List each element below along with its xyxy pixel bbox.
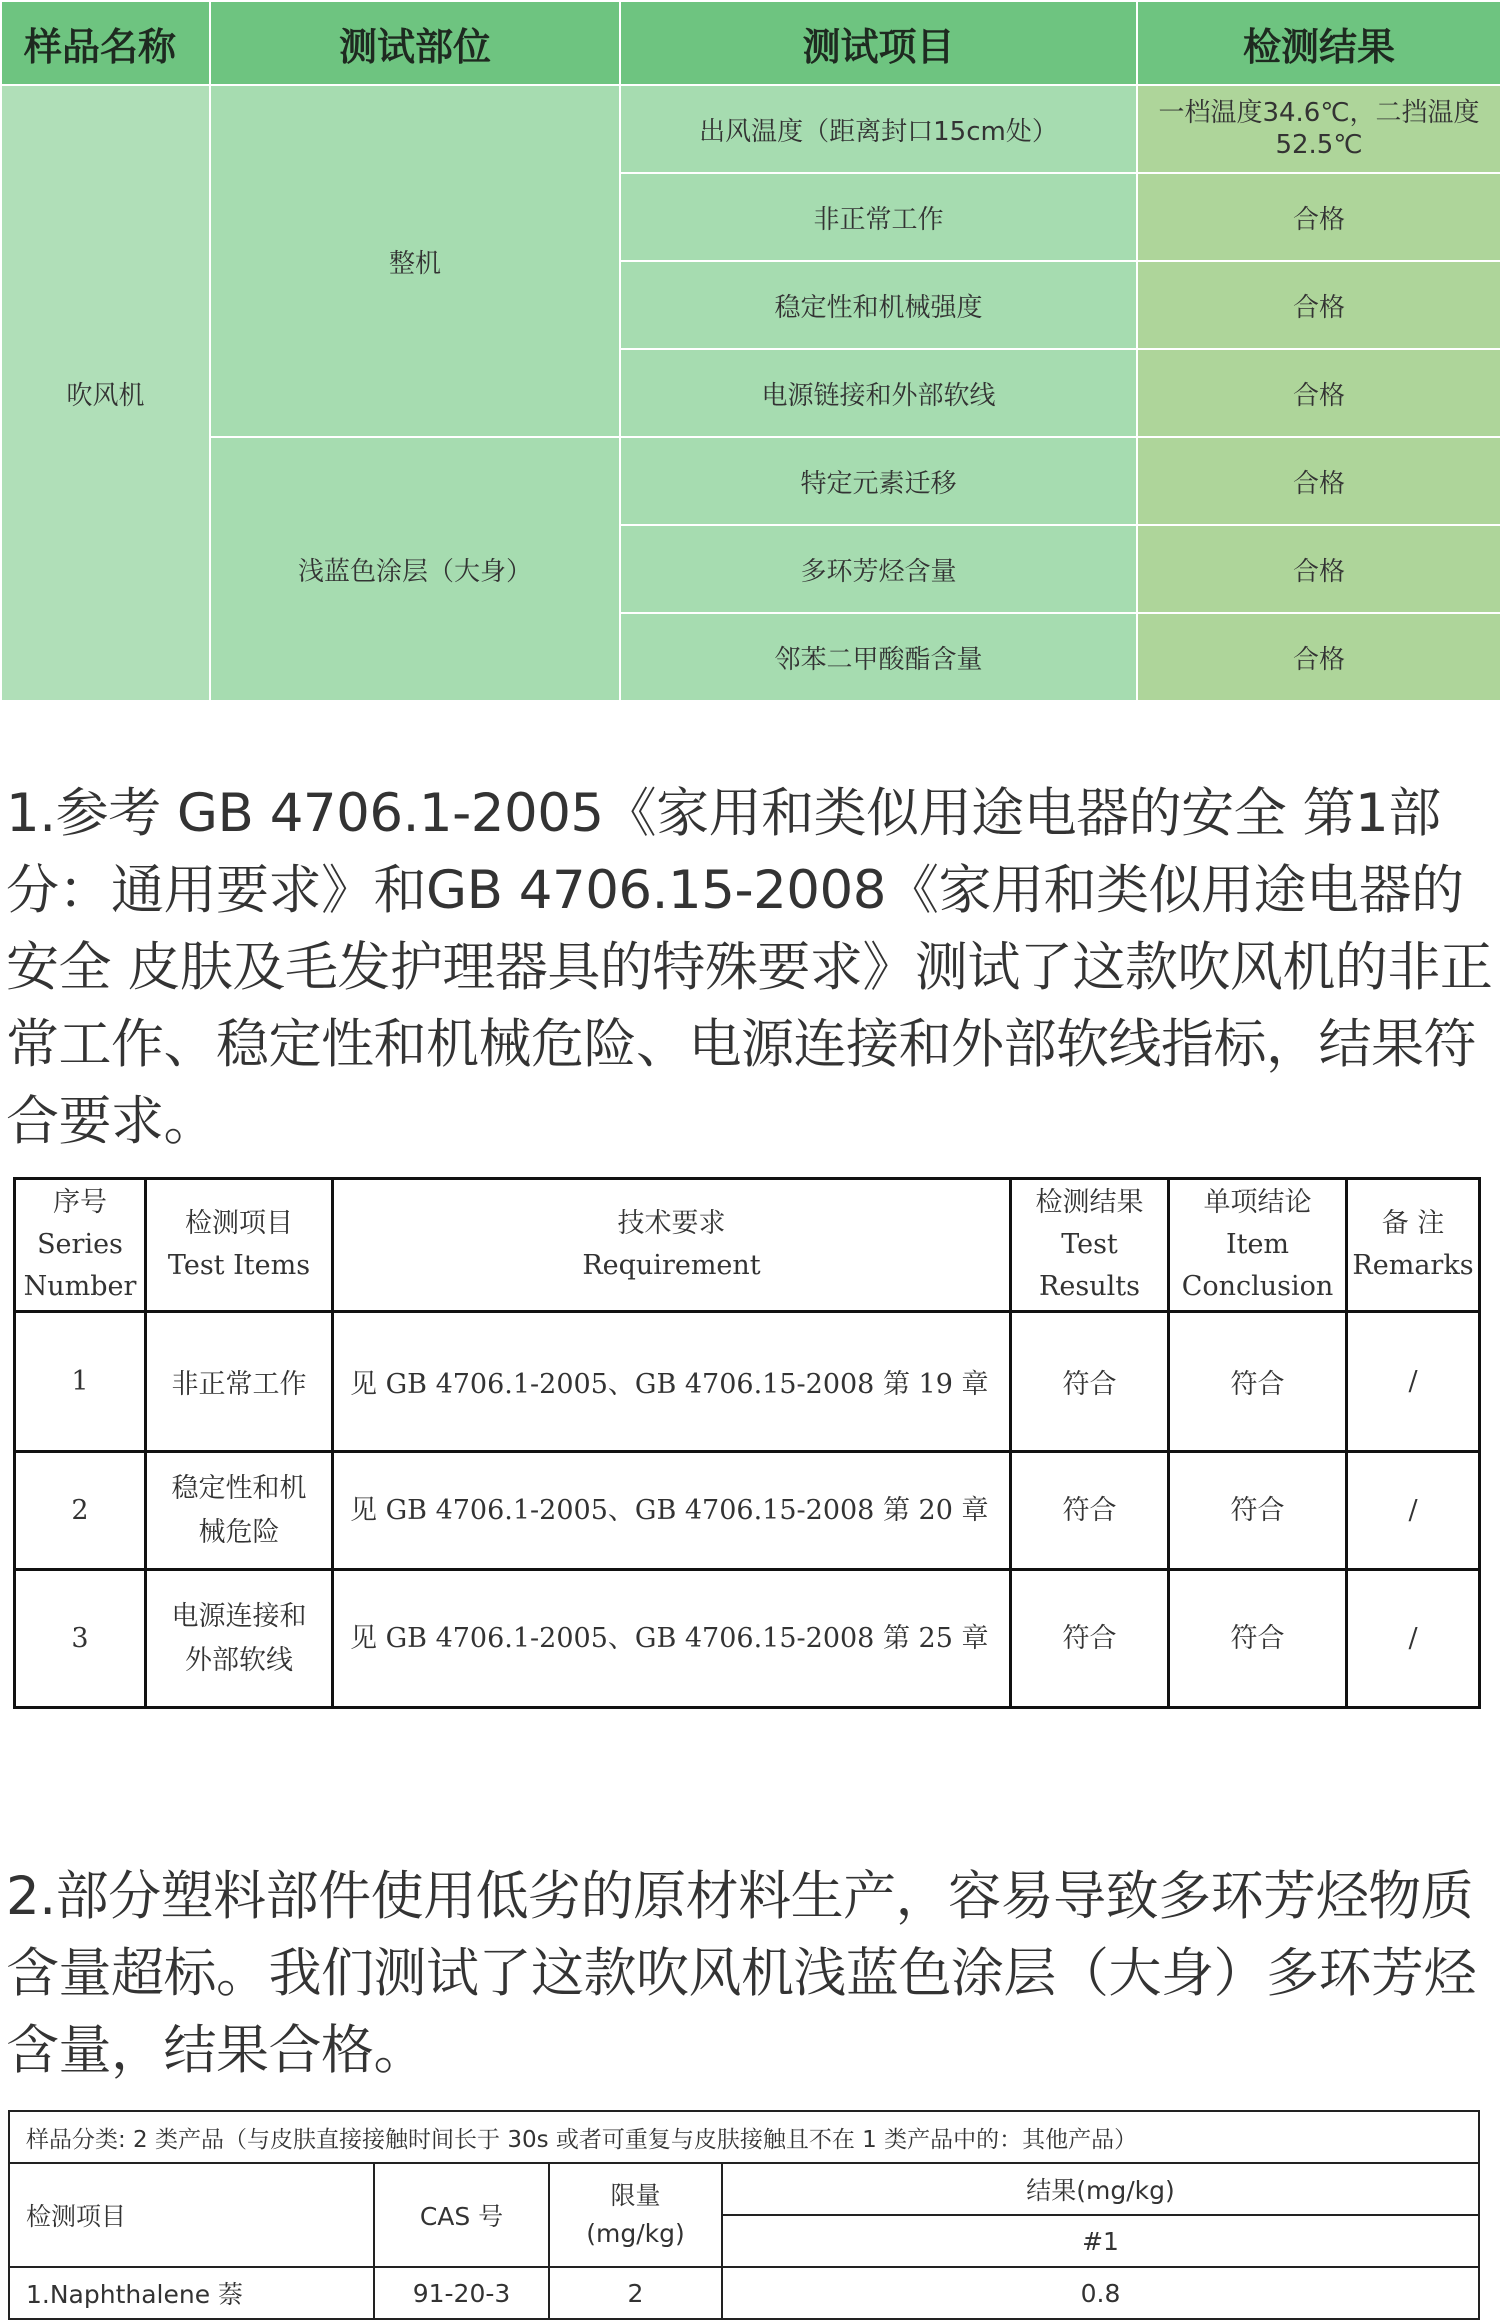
item-line: 械危险: [198, 1516, 280, 1548]
header-line: Series: [37, 1229, 123, 1260]
header-line: Number: [23, 1271, 137, 1302]
pah-test-paragraph: 2.部分塑料部件使用低劣的原材料生产，容易导致多环芳烃物质含量超标。我们测试了这款吹风机浅蓝色涂层（大身）多环芳烃含量，结果合格。: [6, 1866, 1476, 2081]
row-requirement: 见 GB 4706.1-2005、GB 4706.15-2008 第 20 章: [333, 1452, 1011, 1570]
category-row: [9, 2111, 1479, 2163]
item-line: 非正常工作: [171, 1369, 307, 1400]
test-item-cell: 非正常工作: [620, 173, 1137, 261]
test-result-cell: 合格: [1137, 437, 1500, 525]
header-line: 单项结论: [1203, 1187, 1312, 1218]
test-result-cell: 合格: [1137, 613, 1500, 701]
header-line: Results: [1039, 1271, 1140, 1302]
header-test-part: 测试部位: [210, 1, 620, 85]
header-item-conclusion: [1169, 1179, 1347, 1312]
test-part-cell: 整机: [210, 85, 620, 437]
header-line: Test: [1061, 1229, 1118, 1260]
header-detection-item: 检测项目: [9, 2163, 374, 2267]
report-row: [15, 1452, 1480, 1570]
header-test-results: [1011, 1179, 1169, 1312]
pah-item: 1.Naphthalene 萘: [9, 2267, 374, 2319]
report-row: [15, 1312, 1480, 1452]
test-item-cell: 稳定性和机械强度: [620, 261, 1137, 349]
row-number: 2: [15, 1452, 146, 1570]
header-line: (mg/kg): [586, 2219, 685, 2248]
pah-cas: 91-20-3: [374, 2267, 549, 2319]
pah-header-row: [9, 2163, 1479, 2215]
row-remark: /: [1347, 1452, 1480, 1570]
header-line: Requirement: [582, 1250, 761, 1281]
test-item-cell: 电源链接和外部软线: [620, 349, 1137, 437]
item-line: 电源连接和: [171, 1600, 307, 1632]
header-result: 结果(mg/kg): [722, 2163, 1479, 2215]
row-test-item: [146, 1570, 333, 1708]
test-result-cell: 合格: [1137, 261, 1500, 349]
row-number: 3: [15, 1570, 146, 1708]
row-result: 符合: [1011, 1452, 1169, 1570]
pah-limit: 2: [549, 2267, 722, 2319]
row-remark: /: [1347, 1312, 1480, 1452]
row-conclusion: 符合: [1169, 1452, 1347, 1570]
test-result-cell: 合格: [1137, 349, 1500, 437]
header-sample-name: 样品名称: [1, 1, 210, 85]
summary-header-row: [1, 1, 1500, 85]
safety-report-table: [13, 1177, 1481, 1709]
header-line: 备 注: [1381, 1208, 1445, 1239]
test-item-cell: 多环芳烃含量: [620, 525, 1137, 613]
test-result-cell: 合格: [1137, 525, 1500, 613]
header-line: 检测结果: [1035, 1187, 1144, 1218]
row-conclusion: 符合: [1169, 1570, 1347, 1708]
test-result-cell: 一档温度34.6℃，二挡温度52.5℃: [1137, 85, 1500, 173]
header-line: Remarks: [1352, 1250, 1474, 1281]
header-limit: [549, 2163, 722, 2267]
row-conclusion: 符合: [1169, 1312, 1347, 1452]
row-test-item: [146, 1312, 333, 1452]
header-test-item: 测试项目: [620, 1, 1137, 85]
test-item-cell: 特定元素迁移: [620, 437, 1137, 525]
header-sample-number: #1: [722, 2215, 1479, 2267]
pah-results-table: [8, 2110, 1480, 2320]
test-part-cell: 浅蓝色涂层（大身）: [210, 437, 620, 701]
sample-name-cell: 吹风机: [1, 85, 210, 701]
report-row: [15, 1570, 1480, 1708]
header-cas-number: CAS 号: [374, 2163, 549, 2267]
row-result: 符合: [1011, 1570, 1169, 1708]
row-remark: /: [1347, 1570, 1480, 1708]
sample-category: 样品分类: 2 类产品（与皮肤直接接触时间长于 30s 或者可重复与皮肤接触且不在 1 类产品中的：其他产品）: [9, 2111, 1479, 2163]
row-test-item: [146, 1452, 333, 1570]
test-summary-table: [0, 0, 1500, 702]
header-line: 检测项目: [185, 1208, 293, 1239]
header-serial-number: [15, 1179, 146, 1312]
test-item-cell: 出风温度（距离封口15cm处）: [620, 85, 1137, 173]
header-line: 限量: [610, 2181, 661, 2210]
summary-row: [1, 437, 1500, 525]
item-line: 外部软线: [185, 1644, 293, 1676]
header-requirement: [333, 1179, 1011, 1312]
row-result: 符合: [1011, 1312, 1169, 1452]
header-remarks: [1347, 1179, 1480, 1312]
pah-result: 0.8: [722, 2267, 1479, 2319]
header-line: 序号: [53, 1187, 107, 1218]
test-item-cell: 邻苯二甲酸酯含量: [620, 613, 1137, 701]
safety-test-paragraph: 1.参考 GB 4706.1-2005《家用和类似用途电器的安全 第1部分：通用要求》和GB 4706.15-2008《家用和类似用途电器的安全 皮肤及毛发护理器具的特殊要求》测试了这款吹风机的非正常工作、稳定性和机械危险、电源连接和外部软线指标，结果符合要求。: [6, 783, 1493, 1152]
summary-row: [1, 85, 1500, 173]
header-line: Item: [1225, 1229, 1290, 1260]
header-test-result: 检测结果: [1137, 1, 1500, 85]
header-line: 技术要求: [617, 1208, 726, 1239]
test-result-cell: 合格: [1137, 173, 1500, 261]
pah-row: [9, 2267, 1479, 2319]
row-number: 1: [15, 1312, 146, 1452]
header-test-items: [146, 1179, 333, 1312]
header-line: Conclusion: [1181, 1271, 1334, 1302]
header-line: Test Items: [167, 1250, 311, 1281]
row-requirement: 见 GB 4706.1-2005、GB 4706.15-2008 第 19 章: [333, 1312, 1011, 1452]
report-header-row: [15, 1179, 1480, 1312]
item-line: 稳定性和机: [171, 1472, 307, 1504]
row-requirement: 见 GB 4706.1-2005、GB 4706.15-2008 第 25 章: [333, 1570, 1011, 1708]
